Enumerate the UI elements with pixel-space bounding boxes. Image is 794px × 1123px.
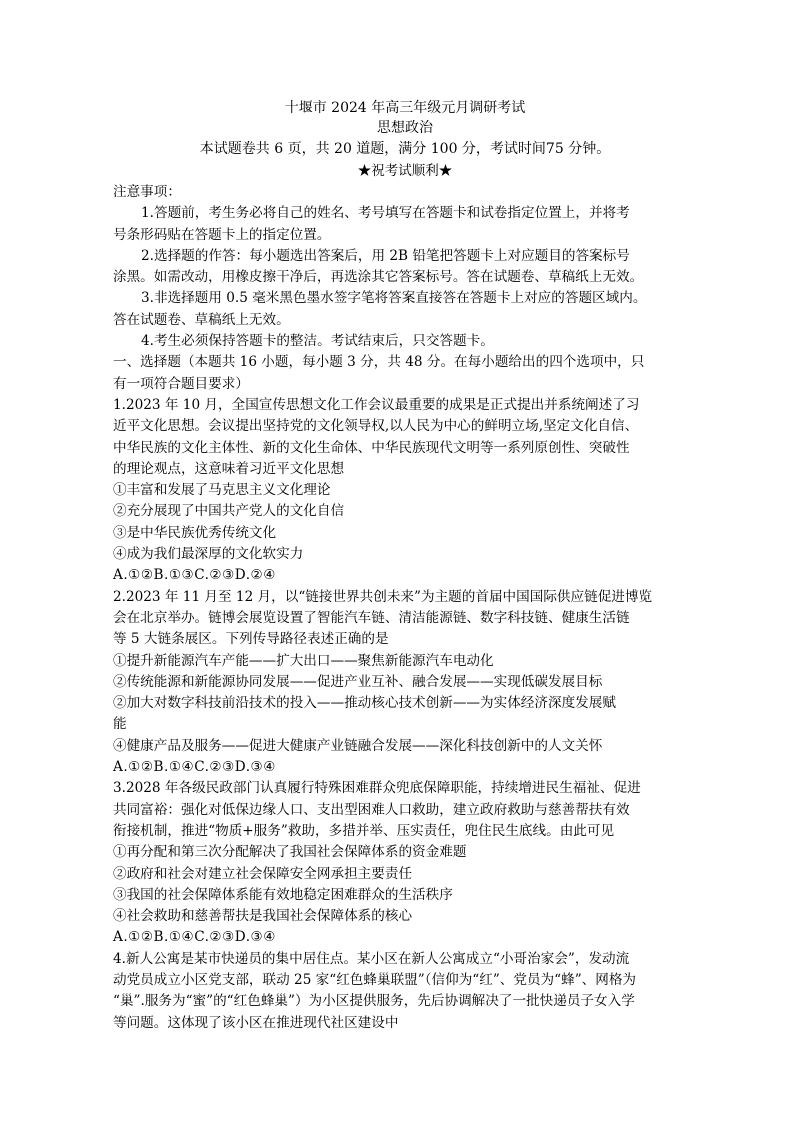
- question-stem: 的理论观点，这意味着习近平文化思想: [113, 460, 345, 477]
- question-4: [113, 949, 665, 1034]
- question-stem: 中华民族的文化主体性、新的文化生命体、中华民族现代文明等一系列原创性、突破性: [113, 439, 630, 456]
- question-stem: 衔接机制，推进“物质+服务”救助，多措并举、压实责任，兜住民生底线。由此可见: [113, 822, 615, 839]
- question-stem: 会在北京举办。链博会展览设置了智能汽车链、清洁能源链、数字科技链、健康生活链: [113, 609, 630, 626]
- question-stem: 动党员成立小区党支部，联动 25 家“红色蜂巢联盟”（信仰为“红”、党员为“蜂”、网格为: [113, 971, 637, 988]
- question-option: ②加大对数字科技前沿技术的投入——推动核心技术创新——为实体经济深度发展赋: [113, 695, 616, 712]
- notice-line: 涂黑。如需改动，用橡皮擦干净后，再选涂其它答案标号。答在试题卷、草稿纸上无效。: [113, 269, 644, 286]
- question-stem: 2.2023 年 11 月至 12 月，以“链接世界共创未来”为主题的首届中国国际供应链促进博览: [113, 588, 653, 605]
- notice-line: 3.非选择题用 0.5 毫米黑色墨水签字笔将答案直接答在答题卡上对应的答题区域内。: [141, 290, 647, 307]
- question-option: ②传统能源和新能源协同发展——促进产业互补、融合发展——实现低碳发展目标: [113, 673, 603, 690]
- question-option: ④健康产品及服务——促进大健康产业链融合发展——深化科技创新中的人文关怀: [113, 737, 603, 754]
- exam-wish: ★祝考试顺利★: [357, 163, 453, 179]
- question-3: [113, 778, 665, 948]
- exam-subject: 思想政治: [377, 120, 433, 136]
- question-option: ①再分配和第三次分配解决了我国社会保障体系的资金难题: [113, 844, 467, 861]
- notice-heading: 注意事项：: [113, 184, 181, 200]
- notice-line: 2.选择题的作答：每小题选出答案后，用 2B 铅笔把答题卡上对应题目的答案标号: [141, 247, 630, 264]
- question-stem: 等 5 大链条展区。下列传导路径表述正确的是: [113, 631, 389, 648]
- question-stem: “巢”.服务为“蜜”的“红色蜂巢”）为小区提供服务，先后协调解决了一批快递员子女入学: [113, 993, 635, 1010]
- question-option: ④社会救助和慈善帮扶是我国社会保障体系的核心: [113, 908, 413, 925]
- question-option: ④成为我们最深厚的文化软实力: [113, 546, 304, 563]
- section-heading: 有一项符合题目要求）: [113, 375, 249, 392]
- question-option: ②政府和社会对建立社会保障安全网承担主要责任: [113, 865, 413, 882]
- question-stem: 近平文化思想。会议提出坚持党的文化领导权,以人民为中心的鲜明立场,坚定文化自信、: [113, 418, 639, 435]
- notice-line: 答在试题卷、草稿纸上无效。: [113, 311, 290, 328]
- question-option: ③是中华民族优秀传统文化: [113, 524, 277, 541]
- question-stem: 等问题。这体现了该小区在推进现代社区建设中: [113, 1014, 399, 1031]
- question-option: ①丰富和发展了马克思主义文化理论: [113, 482, 331, 499]
- answer-choices: A.①②B.①④C.②③D.③④: [113, 759, 276, 776]
- exam-page: [113, 98, 665, 1034]
- question-stem: 3.2028 年各级民政部门认真履行特殊困难群众兜底保障职能，持续增进民生福祉、促进: [113, 780, 641, 797]
- question-option: ③我国的社会保障体系能有效地稳定困难群众的生活秩序: [113, 886, 453, 903]
- section-heading: 一、选择题（本题共 16 小题，每小题 3 分，共 48 分。在每小题给出的四个选项中，只: [113, 354, 645, 371]
- question-stem: 4.新人公寓是某市快递员的集中居住点。某小区在新人公寓成立“小哥治家会”，发动流: [113, 950, 630, 967]
- question-2: [113, 587, 665, 779]
- question-option: ①提升新能源汽车产能——扩大出口——聚焦新能源汽车电动化: [113, 652, 494, 669]
- exam-info: 本试题卷共 6 页，共 20 道题，满分 100 分，考试时间75 分钟。: [199, 141, 611, 157]
- notice-line: 号条形码贴在答题卡上的指定位置。: [113, 226, 331, 243]
- answer-choices: A.①②B.①④C.②③D.③④: [113, 929, 276, 946]
- question-option: ②充分展现了中国共产党人的文化自信: [113, 503, 345, 520]
- notice-line: 4.考生必须保持答题卡的整洁。考试结束后，只交答题卡。: [141, 333, 494, 350]
- answer-choices: A.①②B.①③C.②③D.②④: [113, 567, 276, 584]
- notice-line: 1.答题前，考生务必将自己的姓名、考号填写在答题卡和试卷指定位置上，并将考: [141, 205, 630, 222]
- exam-title: 十堰市 2024 年高三年级元月调研考试: [284, 100, 526, 116]
- question-1: [113, 395, 665, 587]
- question-stem: 1.2023 年 10 月，全国宣传思想文化工作会议最重要的成果是正式提出并系统阐述了习: [113, 396, 640, 413]
- question-stem: 共同富裕：强化对低保边缘人口、支出型困难人口救助，建立政府救助与慈善帮扶有效: [113, 801, 630, 818]
- question-option: 能: [113, 716, 127, 733]
